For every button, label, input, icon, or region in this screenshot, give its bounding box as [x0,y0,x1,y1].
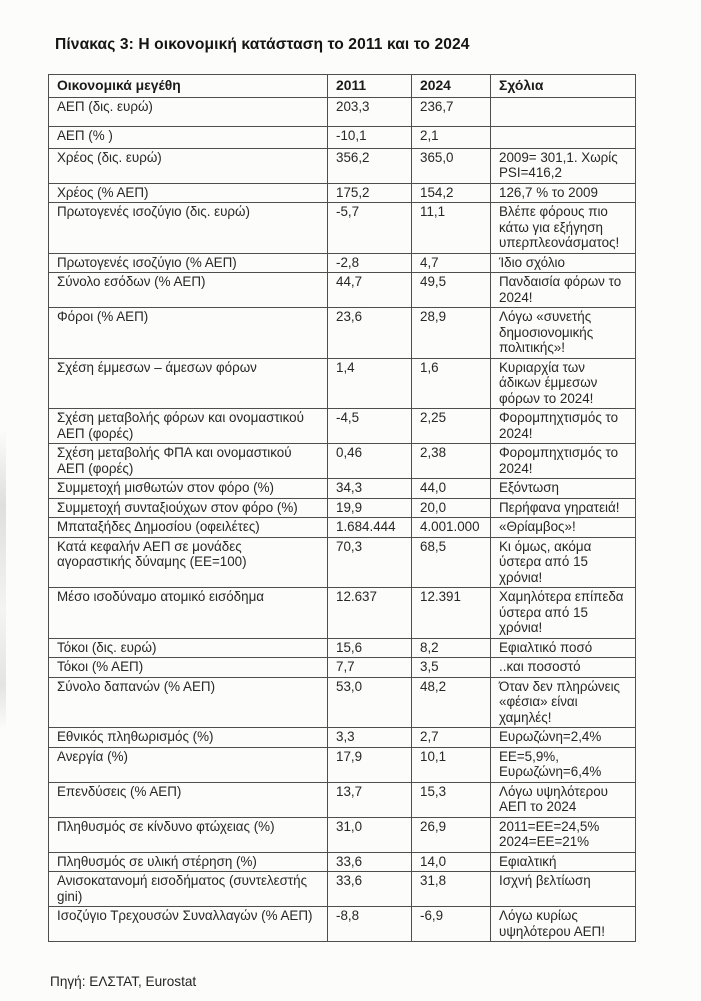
value-2011-cell: 175,2 [328,183,412,203]
comment-cell: Φορομπηχτισμός το 2024! [491,444,636,479]
value-2024-cell: 236,7 [412,97,491,127]
value-2011-cell: 53,0 [328,677,412,728]
row-label-cell: Ισοζύγιο Τρεχουσών Συναλλαγών (% ΑΕΠ) [49,907,328,942]
value-2024-cell: 4.001.000 [412,518,491,538]
value-2024-cell: 154,2 [412,183,491,203]
value-2011-cell: 33,6 [328,852,412,872]
table-row [49,747,636,782]
comment-cell: Όταν δεν πληρώνεις «φέσια» είναι χαμηλές! [491,677,636,728]
row-label-cell: ΑΕΠ (% ) [49,127,328,149]
table-row [49,127,636,149]
value-2024-cell: 48,2 [412,677,491,728]
comment-cell: «Θρίαμβος»! [491,518,636,538]
value-2024-cell: 2,7 [412,728,491,748]
row-label-cell: Πληθυσμός σε κίνδυνο φτώχειας (%) [49,817,328,852]
value-2011-cell: 31,0 [328,817,412,852]
comment-cell [491,127,636,149]
table-row [49,782,636,817]
table-row [49,872,636,907]
comment-cell: Πανδαισία φόρων το 2024! [491,273,636,308]
table-row [49,148,636,183]
row-label-cell: Επενδύσεις (% ΑΕΠ) [49,782,328,817]
table-row [49,183,636,203]
value-2011-cell: 12.637 [328,588,412,639]
row-label-cell: Εθνικός πληθωρισμός (%) [49,728,328,748]
comment-cell: ..και ποσοστό [491,658,636,678]
comment-cell: Λόγω κυρίως υψηλότερου ΑΕΠ! [491,907,636,942]
comment-cell: Περήφανα γηρατειά! [491,498,636,518]
table-row [49,479,636,499]
row-label-cell: Μπαταξήδες Δημοσίου (οφειλέτες) [49,518,328,538]
value-2024-cell: 26,9 [412,817,491,852]
comment-cell: Βλέπε φόρους πιο κάτω για εξήγηση υπερπλεονάσματος! [491,203,636,254]
comment-cell: Εφιαλτική [491,852,636,872]
comment-cell: Χαμηλότερα επίπεδα ύστερα από 15 χρόνια! [491,588,636,639]
row-label-cell: Τόκοι (% ΑΕΠ) [49,658,328,678]
row-label-cell: Ανεργία (%) [49,747,328,782]
table-body [49,97,636,942]
value-2011-cell: -4,5 [328,409,412,444]
value-2011-cell: -8,8 [328,907,412,942]
table-header-row [49,75,636,98]
value-2011-cell: 34,3 [328,479,412,499]
row-label-cell: Χρέος (% ΑΕΠ) [49,183,328,203]
row-label-cell: Ανισοκατανομή εισοδήματος (συντελεστής gini) [49,872,328,907]
table-row [49,518,636,538]
col-header-2024: 2024 [412,75,491,98]
value-2011-cell: 33,6 [328,872,412,907]
row-label-cell: Τόκοι (δις. ευρώ) [49,638,328,658]
row-label-cell: Συμμετοχή συνταξιούχων στον φόρο (%) [49,498,328,518]
comment-cell: Κι όμως, ακόμα ύστερα από 15 χρόνια! [491,537,636,588]
value-2011-cell: 13,7 [328,782,412,817]
row-label-cell: Πρωτογενές ισοζύγιο (% ΑΕΠ) [49,253,328,273]
table-row [49,498,636,518]
table-row [49,444,636,479]
row-label-cell: Φόροι (% ΑΕΠ) [49,308,328,359]
comment-cell: Λόγω υψηλότερου ΑΕΠ το 2024 [491,782,636,817]
value-2024-cell: 20,0 [412,498,491,518]
source-note: Πηγή: ΕΛΣΤΑΤ, Eurostat [50,974,197,989]
value-2011-cell: 1,4 [328,358,412,409]
row-label-cell: Συμμετοχή μισθωτών στον φόρο (%) [49,479,328,499]
comment-cell: Ίδιο σχόλιο [491,253,636,273]
comment-cell: Λόγω «συνετής δημοσιονομικής πολιτικής»! [491,308,636,359]
row-label-cell: Χρέος (δις. ευρώ) [49,148,328,183]
value-2011-cell: 0,46 [328,444,412,479]
scan-artifact [0,430,6,730]
comment-cell: Κυριαρχία των άδικων έμμεσων φόρων το 2024! [491,358,636,409]
table-row [49,273,636,308]
comment-cell: 2011=ΕΕ=24,5% 2024=ΕΕ=21% [491,817,636,852]
value-2024-cell: 28,9 [412,308,491,359]
comment-cell: 2009= 301,1. Χωρίς PSI=416,2 [491,148,636,183]
value-2024-cell: 11,1 [412,203,491,254]
value-2011-cell: -5,7 [328,203,412,254]
table-row [49,677,636,728]
comment-cell: Ισχνή βελτίωση [491,872,636,907]
comment-cell [491,97,636,127]
row-label-cell: Σχέση μεταβολής φόρων και ονομαστικού ΑΕΠ (φορές) [49,409,328,444]
table-title: Πίνακας 3: Η οικονομική κατάσταση το 2011 και το 2024 [55,36,470,53]
col-header-comments: Σχόλια [491,75,636,98]
col-header-2011: 2011 [328,75,412,98]
row-label-cell: Κατά κεφαλήν ΑΕΠ σε μονάδες αγοραστικής δύναμης (ΕΕ=100) [49,537,328,588]
value-2024-cell: 1,6 [412,358,491,409]
value-2024-cell: 15,3 [412,782,491,817]
table-row [49,658,636,678]
value-2024-cell: -6,9 [412,907,491,942]
value-2011-cell: -10,1 [328,127,412,149]
value-2011-cell: 356,2 [328,148,412,183]
value-2011-cell: 70,3 [328,537,412,588]
value-2024-cell: 31,8 [412,872,491,907]
value-2024-cell: 2,1 [412,127,491,149]
value-2011-cell: 44,7 [328,273,412,308]
value-2024-cell: 3,5 [412,658,491,678]
table-row [49,588,636,639]
value-2011-cell: 203,3 [328,97,412,127]
value-2024-cell: 4,7 [412,253,491,273]
value-2011-cell: 3,3 [328,728,412,748]
table-row [49,537,636,588]
table-row [49,308,636,359]
value-2024-cell: 44,0 [412,479,491,499]
value-2011-cell: 19,9 [328,498,412,518]
value-2011-cell: 15,6 [328,638,412,658]
economic-table [48,74,636,942]
table-row [49,728,636,748]
row-label-cell: Σύνολο εσόδων (% ΑΕΠ) [49,273,328,308]
table-row [49,852,636,872]
table-row [49,97,636,127]
comment-cell: Εξόντωση [491,479,636,499]
value-2011-cell: 7,7 [328,658,412,678]
value-2024-cell: 2,38 [412,444,491,479]
comment-cell: ΕΕ=5,9%, Ευρωζώνη=6,4% [491,747,636,782]
col-header-metric: Οικονομικά μεγέθη [49,75,328,98]
row-label-cell: Μέσο ισοδύναμο ατομικό εισόδημα [49,588,328,639]
table-row [49,409,636,444]
table-row [49,253,636,273]
value-2024-cell: 14,0 [412,852,491,872]
value-2011-cell: -2,8 [328,253,412,273]
table-row [49,638,636,658]
value-2024-cell: 10,1 [412,747,491,782]
table-row [49,358,636,409]
comment-cell: Εφιαλτικό ποσό [491,638,636,658]
value-2024-cell: 68,5 [412,537,491,588]
value-2024-cell: 12.391 [412,588,491,639]
row-label-cell: Πληθυσμός σε υλική στέρηση (%) [49,852,328,872]
row-label-cell: Πρωτογενές ισοζύγιο (δις. ευρώ) [49,203,328,254]
row-label-cell: Σχέση έμμεσων – άμεσων φόρων [49,358,328,409]
value-2011-cell: 1.684.444 [328,518,412,538]
value-2024-cell: 2,25 [412,409,491,444]
comment-cell: Φορομπηχτισμός το 2024! [491,409,636,444]
comment-cell: Ευρωζώνη=2,4% [491,728,636,748]
comment-cell: 126,7 % το 2009 [491,183,636,203]
value-2024-cell: 8,2 [412,638,491,658]
table-row [49,907,636,942]
row-label-cell: Σύνολο δαπανών (% ΑΕΠ) [49,677,328,728]
row-label-cell: ΑΕΠ (δις. ευρώ) [49,97,328,127]
table-row [49,817,636,852]
value-2024-cell: 365,0 [412,148,491,183]
value-2011-cell: 23,6 [328,308,412,359]
table-row [49,203,636,254]
value-2024-cell: 49,5 [412,273,491,308]
row-label-cell: Σχέση μεταβολής ΦΠΑ και ονομαστικού ΑΕΠ (φορές) [49,444,328,479]
value-2011-cell: 17,9 [328,747,412,782]
